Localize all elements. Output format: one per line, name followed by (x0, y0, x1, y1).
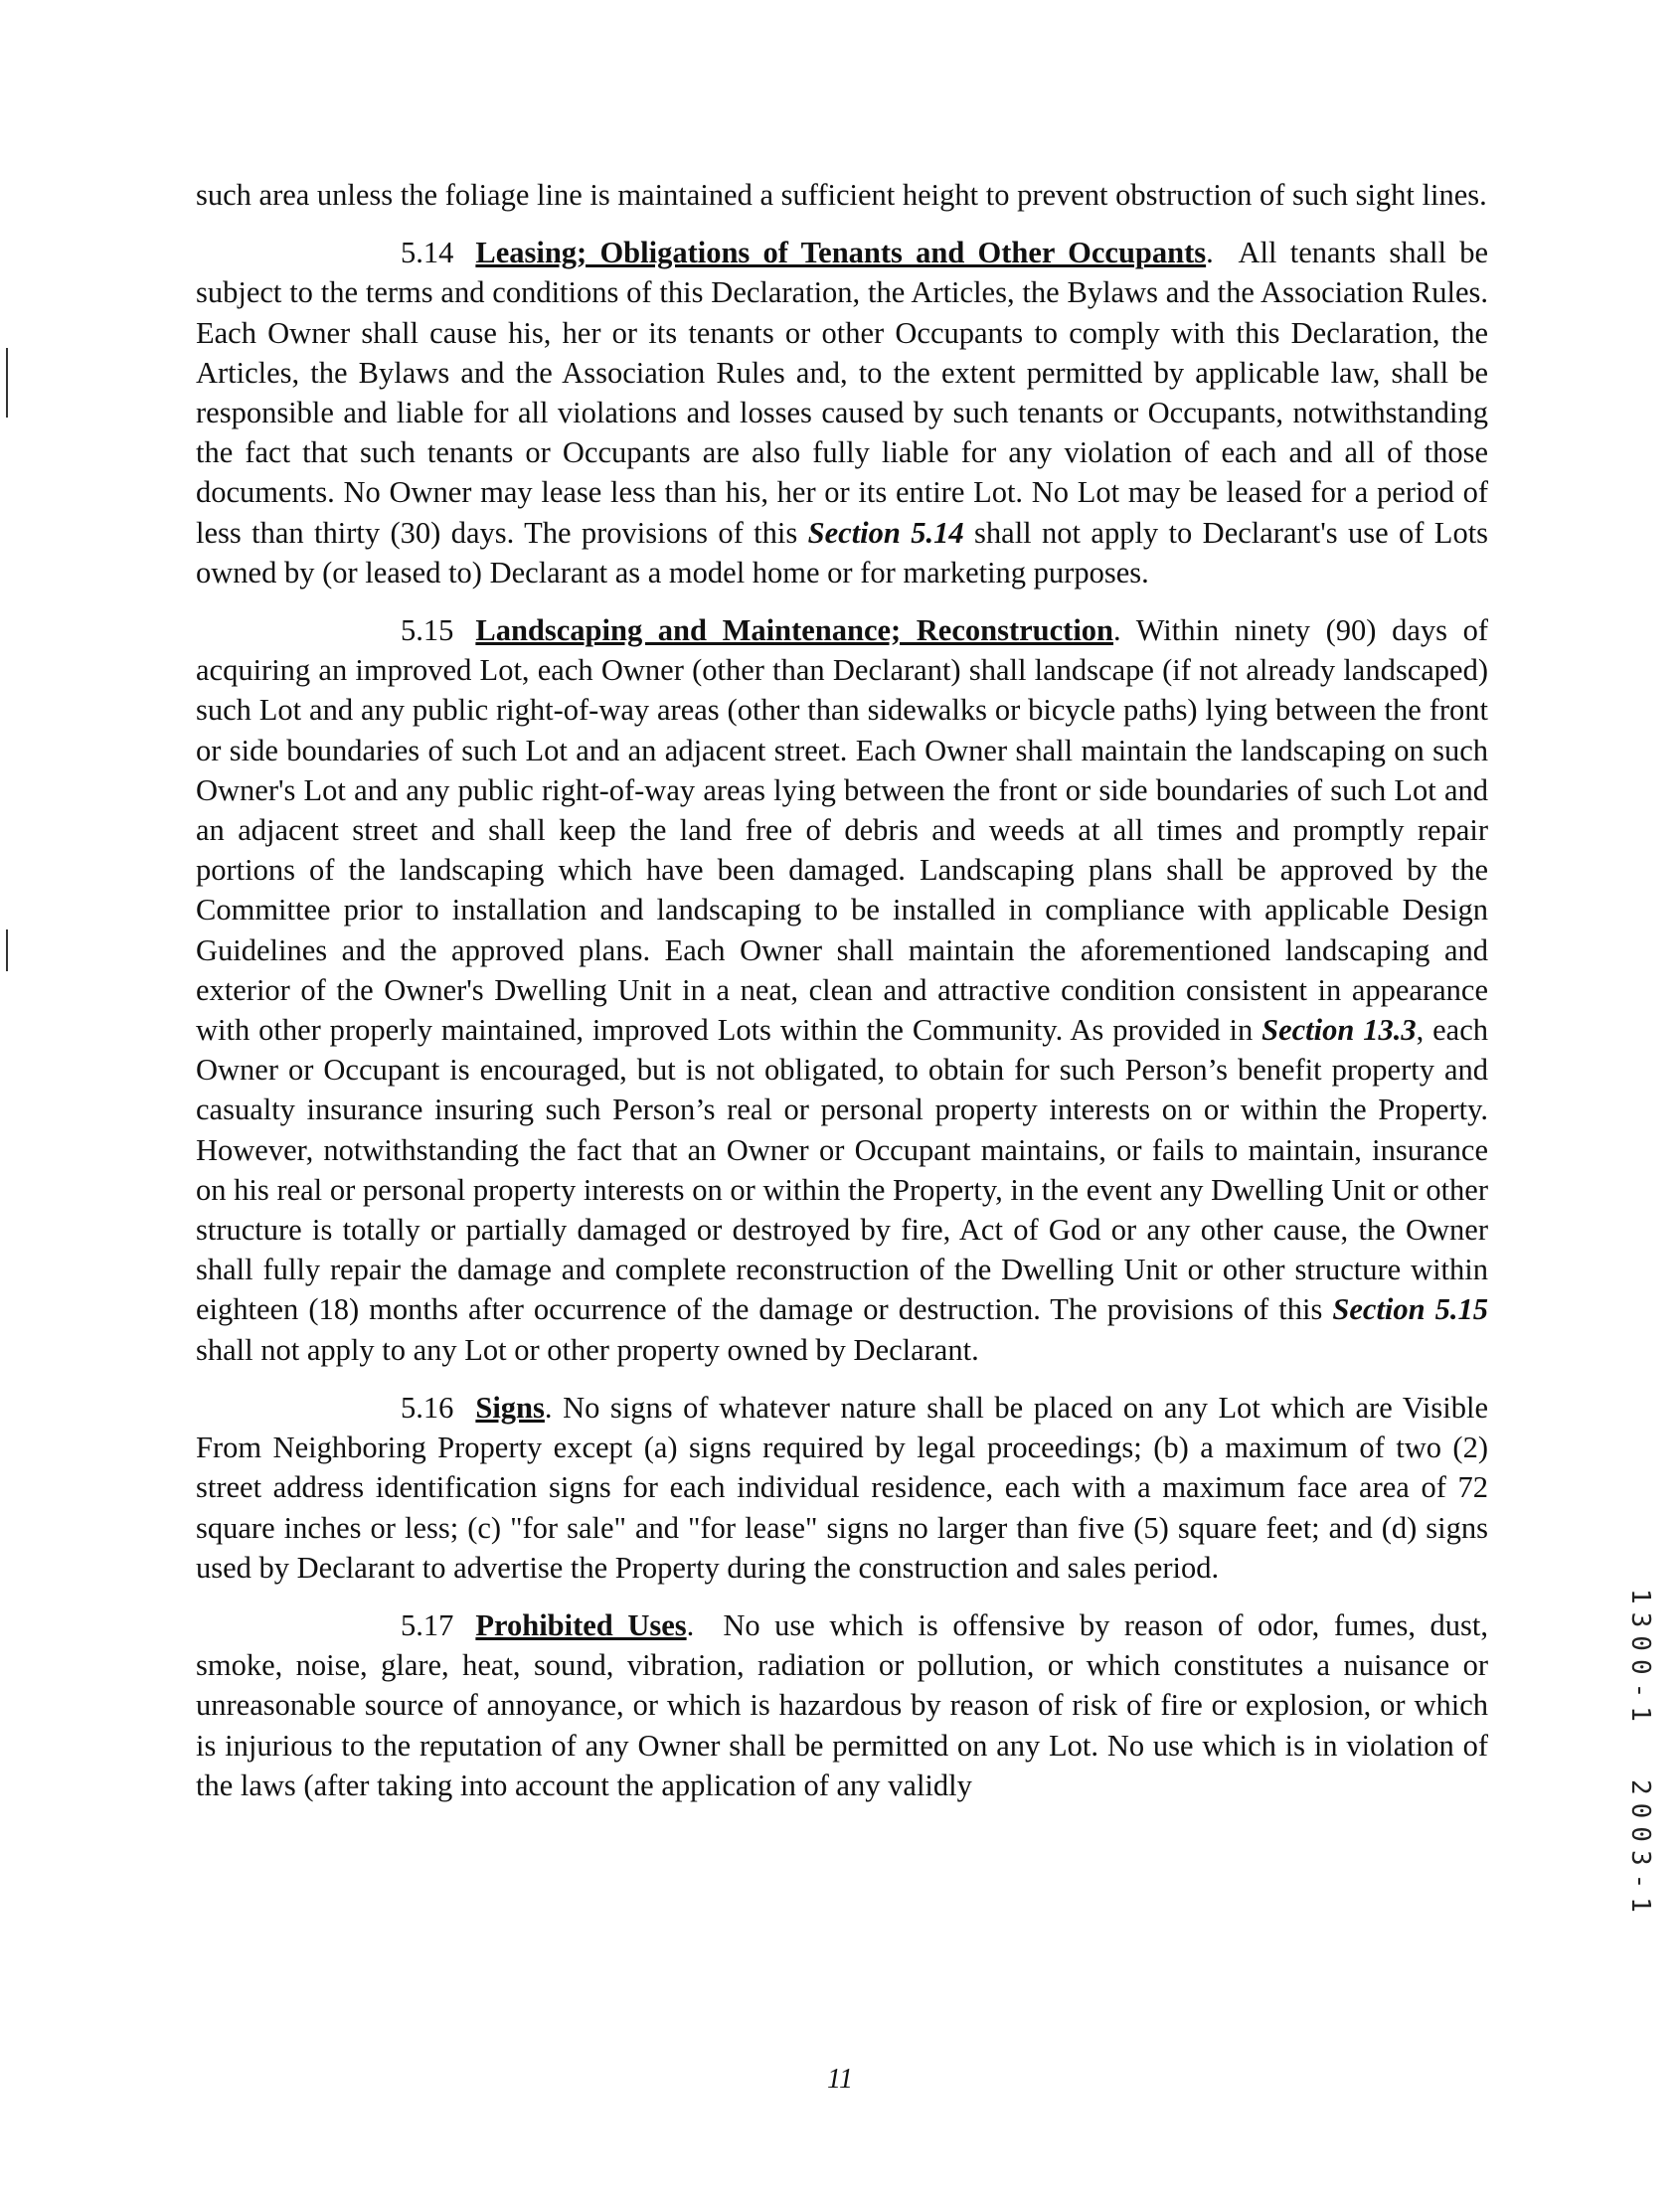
section-title: Landscaping and Maintenance; Reconstruction (475, 613, 1114, 648)
section-title: Prohibited Uses (475, 1607, 687, 1642)
section-reference: Section 5.15 (1332, 1292, 1489, 1327)
section-title: Signs (475, 1390, 545, 1425)
section-reference: Section 13.3 (1261, 1013, 1417, 1048)
section-number: 5.16 (401, 1390, 454, 1425)
section-title: Leasing; Obligations of Tenants and Other Occupants (475, 236, 1207, 270)
margin-mark-1 (6, 348, 8, 418)
document-body (196, 175, 1488, 1823)
section-number: 5.17 (401, 1607, 454, 1642)
section-number: 5.15 (401, 613, 454, 648)
section-number: 5.14 (401, 236, 454, 270)
section-5-17: 5.17 Prohibited Uses. No use which is offensive by reason of odor, fumes, dust, smoke, noise, glare, heat, sound, vibration, radiation or pollution, or which constitutes a nuisance or unreasonable source of annoyance, or which is hazardous by reason of risk of fire or explosion, or which is injurious to the reputation of any Owner shall be permitted on any Lot. No use which is in violation of the laws (after taking into account the application of any validly (196, 1607, 1488, 1802)
intro-paragraph: such area unless the foliage line is maintained a sufficient height to prevent obstruction of such sight lines. (196, 178, 1487, 212)
section-5-16: 5.16 Signs. No signs of whatever nature shall be placed on any Lot which are Visible From Neighboring Property except (a) signs required by legal proceedings; (b) a maximum of two (2) street address identification signs for each individual residence, each with a maximum face area of 72 square inches or less; (c) "for sale" and "for lease" signs no larger than five (5) square feet; and (d) signs used by Declarant to advertise the Property during the construction and sales period. (196, 1390, 1489, 1585)
recording-stamp-top: 1300-1 (1625, 1589, 1655, 1730)
recording-stamp-bottom: 2003-1 (1625, 1779, 1655, 1921)
section-reference: Section 5.14 (807, 515, 964, 550)
margin-mark-2 (6, 929, 8, 971)
section-5-15: 5.15 Landscaping and Maintenance; Reconstruction. Within ninety (90) days of acquiring an improved Lot, each Owner (other than Declarant) shall landscape (if not already landscaped) such Lot and any public right-of-way areas (other than sidewalks or bicycle paths) lying between the front or side boundaries of such Lot and an adjacent street. Each Owner shall maintain the landscaping on such Owner's Lot and any public right-of-way areas lying between the front or side boundaries of such Lot and an adjacent street and shall keep the land free of debris and weeds at all times and promptly repair portions of the landscaping which have been damaged. Landscaping plans shall be approved by the Committee prior to installation and landscaping to be installed in compliance with applicable Design Guidelines and the approved plans. Each Owner shall maintain the aforementioned landscaping and exterior of the Owner's Dwelling Unit in a neat, clean and attractive condition consistent in appearance with other properly maintained, improved Lots within the Community. As provided in Section 13.3, each Owner or Occupant is encouraged, but is not obligated, to obtain for such Person’s benefit property and casualty insurance insuring such Person’s real or personal property interests on or within the Property. However, notwithstanding the fact that an Owner or Occupant maintains, or fails to maintain, insurance on his real or personal property interests on or within the Property, in the event any Dwelling Unit or other structure is totally or partially damaged or destroyed by fire, Act of God or any other cause, the Owner shall fully repair the damage and complete reconstruction of the Dwelling Unit or other structure within eighteen (18) months after occurrence of the damage or destruction. The provisions of this Section 5.15 shall not apply to any Lot or other property owned by Declarant. (196, 613, 1489, 1367)
section-5-14: 5.14 Leasing; Obligations of Tenants and Other Occupants. All tenants shall be subject to the terms and conditions of this Declaration, the Articles, the Bylaws and the Association Rules. Each Owner shall cause his, her or its tenants or other Occupants to comply with this Declaration, the Articles, the Bylaws and the Association Rules and, to the extent permitted by applicable law, shall be responsible and liable for all violations and losses caused by such tenants or Occupants, notwithstanding the fact that such tenants or Occupants are also fully liable for any violation of each and all of those documents. No Owner may lease less than his, her or its entire Lot. No Lot may be leased for a period of less than thirty (30) days. The provisions of this Section 5.14 shall not apply to Declarant's use of Lots owned by (or leased to) Declarant as a model home or for marketing purposes. (196, 236, 1489, 590)
page-number: 11 (827, 2064, 853, 2095)
